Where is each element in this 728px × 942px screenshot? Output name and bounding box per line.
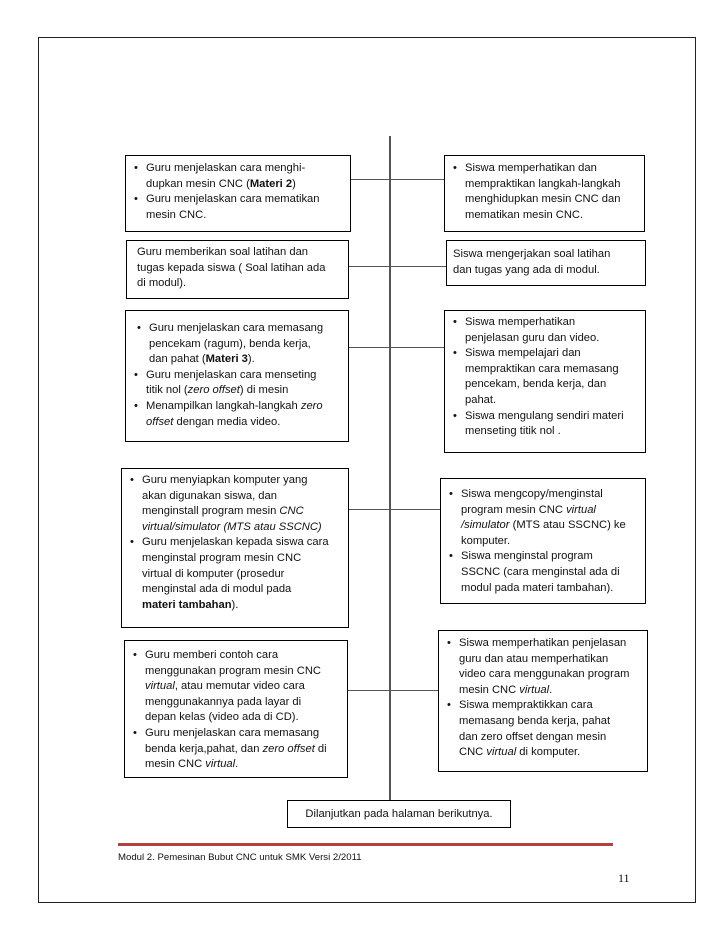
teacher-2-line-1: Guru memberikan soal latihan dan <box>137 246 309 258</box>
teacher-box-4 <box>121 468 349 628</box>
teacher-5-item-1: • Guru memberi contoh cara menggunakan program mesin CNC virtual, atau memutar video cara menggunakannya pada layar di depan kelas (video ada di CD). <box>131 648 341 726</box>
connector-left-4 <box>349 509 389 510</box>
connector-left-2 <box>349 266 389 267</box>
page-number: 11 <box>618 871 630 885</box>
student-4-item-1: • Siswa mengcopy/menginstal program mesin CNC virtual /simulator (MTS atau SSCNC) ke komputer. <box>447 487 639 549</box>
student-4-item-2: • Siswa menginstal program SSCNC (cara menginstal ada di modul pada materi tambahan). <box>447 549 639 596</box>
center-timeline <box>389 136 391 800</box>
teacher-3-item-2: • Guru menjelaskan cara menseting titik nol (zero offset) di mesin <box>132 368 342 399</box>
footer-text: Modul 2. Pemesinan Bubut CNC untuk SMK Versi 2/2011 <box>118 852 362 863</box>
connector-left-3 <box>349 347 389 348</box>
footer-rule <box>118 843 613 846</box>
teacher-box-3 <box>125 310 349 442</box>
teacher-1-item-2: • Guru menjelaskan cara mematikan mesin CNC. <box>132 192 344 223</box>
student-2-line-1: Siswa mengerjakan soal latihan <box>453 248 611 260</box>
student-box-3 <box>444 310 646 453</box>
teacher-4-item-2: • Guru menjelaskan kepada siswa cara menginstal program mesin CNC virtual di komputer (prosedur menginstal ada di modul pada materi tambahan). <box>128 535 342 613</box>
student-5-item-2: • Siswa mempraktikkan cara memasang benda kerja, pahat dan zero offset dengan mesin CNC virtual di komputer. <box>445 698 641 760</box>
connector-left-1 <box>351 179 389 180</box>
student-box-2 <box>446 240 646 286</box>
connector-right-3 <box>390 347 444 348</box>
teacher-3-item-1: • Guru menjelaskan cara memasang pencekam (ragum), benda kerja, dan pahat (Materi 3). <box>135 321 342 368</box>
teacher-2-line-3: di modul). <box>137 277 187 290</box>
student-3-item-1: • Siswa memperhatikan penjelasan guru dan video. <box>451 315 639 346</box>
teacher-box-5 <box>124 640 348 778</box>
teacher-3-item-3: • Menampilkan langkah-langkah zero offset dengan media video. <box>132 399 342 430</box>
student-box-4 <box>440 478 646 604</box>
teacher-box-1 <box>125 155 351 232</box>
student-2-line-2: dan tugas yang ada di modul. <box>453 263 600 276</box>
continued-note: Dilanjutkan pada halaman berikutnya. <box>287 800 511 828</box>
student-1-item-1: • Siswa memperhatikan dan mempraktikan langkah-langkah menghidupkan mesin CNC dan mematikan mesin CNC. <box>451 161 638 223</box>
student-5-item-1: • Siswa memperhatikan penjelasan guru dan atau memperhatikan video cara menggunakan program mesin CNC virtual. <box>445 636 641 698</box>
student-box-1 <box>444 155 645 232</box>
connector-right-2 <box>390 266 446 267</box>
connector-right-4 <box>390 509 440 510</box>
teacher-1-item-1: • Guru menjelaskan cara menghi- dupkan mesin CNC (Materi 2) <box>132 161 344 192</box>
teacher-5-item-2: • Guru menjelaskan cara memasang benda kerja,pahat, dan zero offset di mesin CNC virtual. <box>131 726 341 773</box>
teacher-2-line-2: tugas kepada siswa ( Soal latihan ada <box>137 261 326 274</box>
teacher-4-item-1: • Guru menyiapkan komputer yang akan digunakan siswa, dan menginstall program mesin CNC virtual/simulator (MTS atau SSCNC) <box>128 473 342 535</box>
connector-right-5 <box>390 690 438 691</box>
teacher-box-2 <box>126 240 349 299</box>
student-3-item-2: • Siswa mempelajari dan mempraktikan cara memasang pencekam, benda kerja, dan pahat. <box>451 346 639 408</box>
connector-left-5 <box>348 690 389 691</box>
connector-right-1 <box>390 179 444 180</box>
student-box-5 <box>438 630 648 772</box>
student-3-item-3: • Siswa mengulang sendiri materi menseting titik nol . <box>451 409 639 440</box>
